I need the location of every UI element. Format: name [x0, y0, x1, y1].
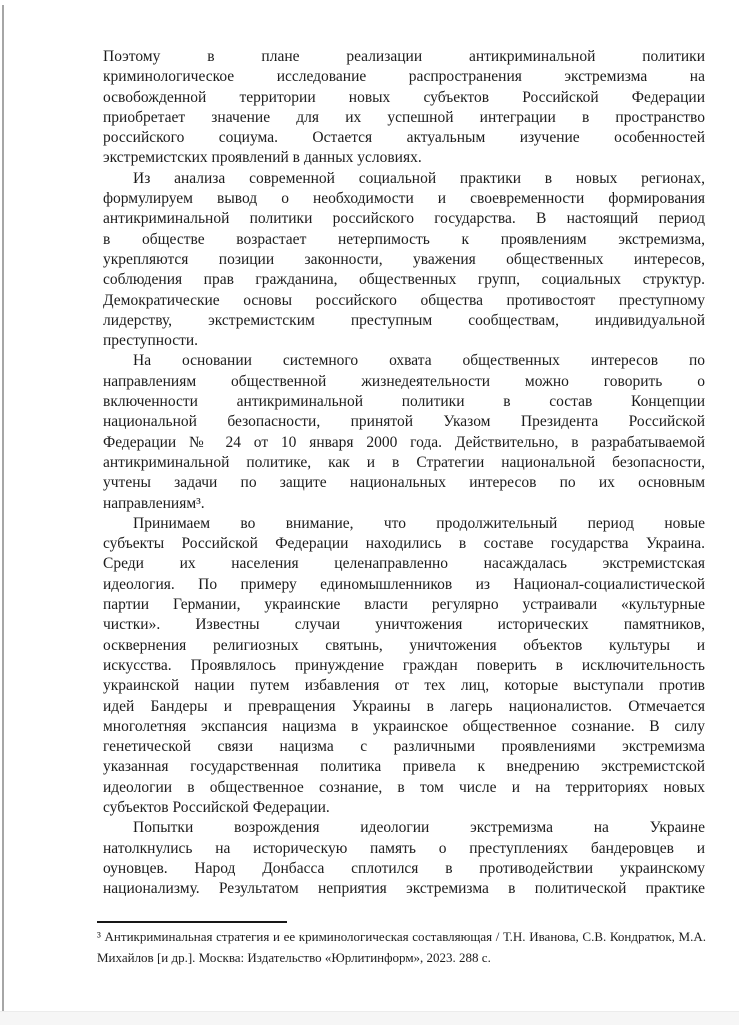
- text-line: направлениям³.: [103, 494, 205, 512]
- text-line: идеология. По примеру единомышленников из Национал-социалистической: [103, 575, 705, 593]
- text-line: Среди их населения целенаправленно насаждалась экстремистская: [103, 555, 705, 573]
- text-line: оуновцев. Народ Донбасса сплотился в противодействии украинскому: [103, 859, 705, 877]
- text-line: приобретает значение для их успешной интеграции в пространство: [103, 108, 705, 126]
- text-line: экстремистских проявлений в данных условиях.: [103, 149, 422, 167]
- text-line: в обществе возрастает нетерпимость к проявлениям экстремизма,: [103, 230, 705, 248]
- text-line: многолетняя экспансия нацизма в украинское общественное сознание. В силу: [103, 717, 705, 735]
- text-line: украинской нации путем избавления от тех лиц, которые выступали против: [103, 677, 705, 695]
- text-line: На основании системного охвата общественных интересов по: [133, 352, 705, 370]
- text-line: российского социума. Остается актуальным изучение особенностей: [103, 129, 705, 147]
- text-line: субъектов Российской Федерации.: [103, 798, 330, 816]
- text-line: включенности антикриминальной политики в состав Концепции: [103, 393, 705, 411]
- text-line: Из анализа современной социальной практики в новых регионах,: [133, 169, 705, 187]
- text-line: лидерству, экстремистским преступным сообществам, индивидуальной: [103, 311, 705, 329]
- text-line: указанная государственная политика привела к внедрению экстремистской: [103, 758, 705, 776]
- text-line: искусства. Проявлялось принуждение граждан поверить в исключительность: [103, 656, 705, 674]
- text-line: освобожденной территории новых субъектов Российской Федерации: [103, 88, 705, 106]
- text-line: направлениям общественной жизнедеятельности можно говорить о: [103, 372, 705, 390]
- text-line: Федерации № 24 от 10 января 2000 года. Действительно, в разрабатываемой: [103, 433, 705, 451]
- text-line: Принимаем во внимание, что продолжительный период новые: [133, 514, 705, 532]
- document-body: [103, 47, 705, 899]
- text-line: формулируем вывод о необходимости и своевременности формирования: [103, 190, 705, 208]
- text-line: антикриминальной политики российского государства. В настоящий период: [103, 210, 705, 228]
- text-line: преступности.: [103, 332, 199, 350]
- text-line: генетической связи нацизма с различными проявлениями экстремизма: [103, 738, 705, 756]
- text-line: идей Бандеры и превращения Украины в лагерь националистов. Отмечается: [103, 697, 705, 715]
- text-line: партии Германии, украинские власти регулярно устраивали «культурные: [103, 596, 705, 614]
- text-line: субъекты Российской Федерации находились в составе государства Украина.: [103, 535, 705, 553]
- text-line: ³ Антикриминальная стратегия и ее криминологическая составляющая / Т.Н. Иванова, С.В. Кондратюк, М.А.: [97, 929, 706, 944]
- text-line: осквернения религиозных святынь, уничтожения объектов культуры и: [103, 636, 705, 654]
- page-bottom-edge: [0, 1011, 739, 1025]
- text-line: Михайлов [и др.]. Москва: Издательство «Юрлитинформ», 2023. 288 с.: [97, 949, 491, 965]
- text-line: национальной безопасности, принятой Указом Президента Российской: [103, 413, 705, 431]
- text-line: чистки». Известны случаи уничтожения исторических памятников,: [103, 616, 705, 634]
- text-line: национализму. Результатом неприятия экстремизма в политической практике: [103, 880, 705, 898]
- footnote-separator: [97, 921, 287, 923]
- text-line: Попытки возрождения идеологии экстремизма на Украине: [133, 819, 705, 837]
- text-line: Поэтому в плане реализации антикриминальной политики: [103, 48, 705, 65]
- text-line: антикриминальной политике, как и в Стратегии национальной безопасности,: [103, 453, 705, 471]
- text-line: идеологии в общественное сознание, в том числе и на территориях новых: [103, 778, 705, 796]
- text-line: укрепляются позиции законности, уважения общественных интересов,: [103, 250, 705, 268]
- text-line: учтены задачи по защите национальных интересов по их основным: [103, 474, 705, 492]
- page-left-border: [2, 5, 4, 1011]
- text-line: натолкнулись на историческую память о преступлениях бандеровцев и: [103, 839, 705, 857]
- text-line: криминологическое исследование распространения экстремизма на: [103, 68, 705, 86]
- text-line: соблюдения прав гражданина, общественных групп, социальных структур.: [103, 271, 705, 289]
- footnote: [97, 927, 706, 968]
- text-line: Демократические основы российского общества противостоят преступному: [103, 291, 705, 309]
